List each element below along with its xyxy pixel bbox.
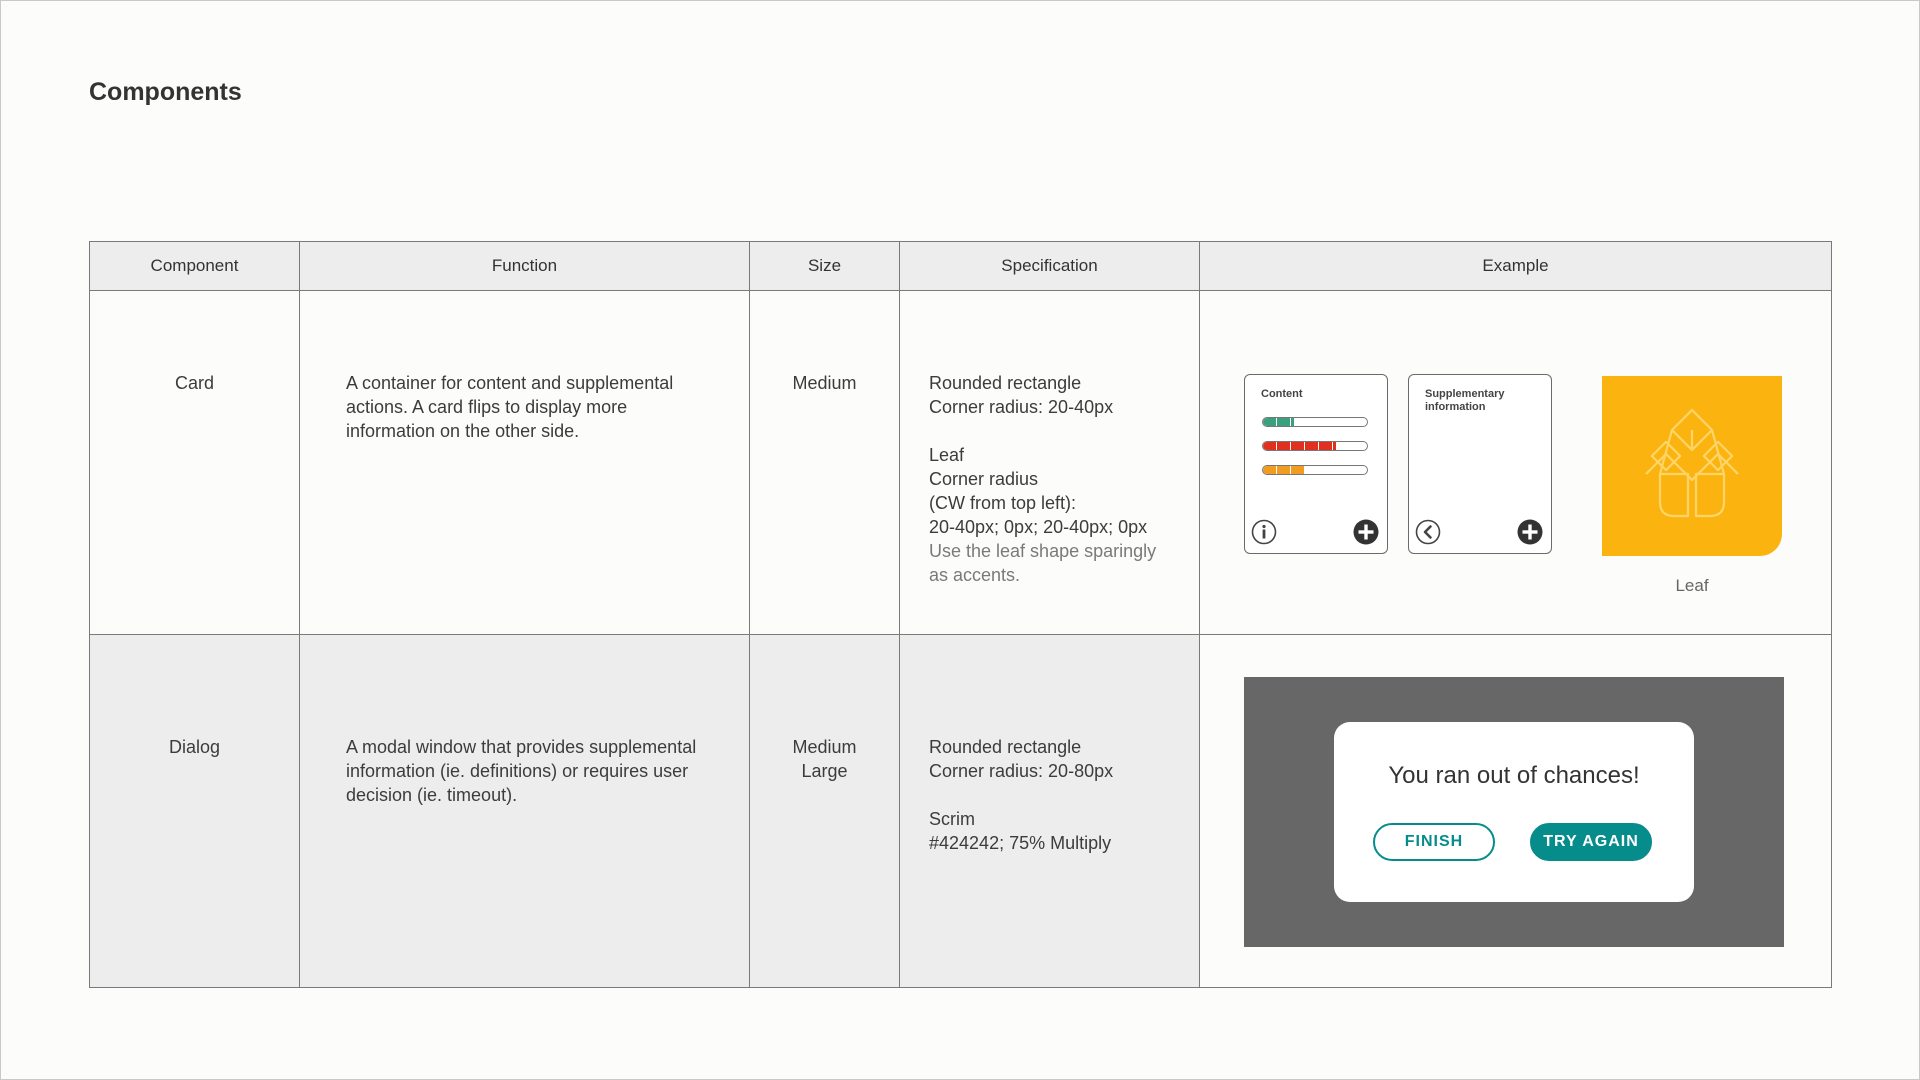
dialog-box bbox=[1334, 722, 1694, 902]
dialog-example bbox=[1200, 635, 1831, 987]
cell-specification bbox=[900, 635, 1200, 988]
spec-line: Corner radius: 20-80px bbox=[929, 761, 1114, 781]
card-front-title: Content bbox=[1261, 388, 1303, 400]
table-row-card bbox=[90, 291, 1832, 635]
table-row-dialog bbox=[90, 635, 1832, 988]
back-arrow-icon[interactable] bbox=[1415, 519, 1441, 545]
cell-size bbox=[750, 291, 900, 635]
spec-line: Rounded rectangle bbox=[929, 373, 1082, 393]
cell-component bbox=[90, 291, 300, 635]
progress-bar bbox=[1262, 465, 1368, 475]
cell-function bbox=[300, 291, 750, 635]
spec-note: Use the leaf shape sparingly as accents. bbox=[929, 541, 1157, 585]
leaf-pattern-icon bbox=[1602, 376, 1782, 556]
component-name: Card bbox=[174, 373, 214, 393]
spec-line: 20-40px; 0px; 20-40px; 0px bbox=[929, 517, 1148, 537]
progress-bar-fill bbox=[1263, 466, 1305, 474]
size-text: Medium bbox=[792, 737, 857, 757]
header-example: Example bbox=[1200, 242, 1832, 291]
function-text: A container for content and supplemental actions. A card flips to display more information on the other side. bbox=[346, 373, 674, 441]
components-table bbox=[89, 241, 1832, 988]
progress-bar bbox=[1262, 417, 1368, 427]
spec-line: Corner radius: 20-40px bbox=[929, 397, 1114, 417]
scrim bbox=[1244, 677, 1784, 947]
page-title: Components bbox=[89, 78, 242, 106]
progress-bar-fill bbox=[1263, 442, 1336, 450]
component-name: Dialog bbox=[168, 737, 221, 757]
dialog-title: You ran out of chances! bbox=[1388, 762, 1640, 789]
card-back[interactable] bbox=[1408, 374, 1552, 554]
cell-component bbox=[90, 635, 300, 988]
header-function: Function bbox=[300, 242, 750, 291]
cell-function bbox=[300, 635, 750, 988]
size-text: Large bbox=[801, 761, 848, 781]
try-again-button[interactable]: TRY AGAIN bbox=[1530, 823, 1652, 861]
card-back-title: Supplementary information bbox=[1425, 388, 1505, 413]
progress-bar bbox=[1262, 441, 1368, 451]
card-front[interactable] bbox=[1244, 374, 1388, 554]
progress-bar-fill bbox=[1263, 418, 1294, 426]
plus-circle-icon[interactable] bbox=[1517, 519, 1543, 545]
info-icon[interactable] bbox=[1251, 519, 1277, 545]
finish-button[interactable]: FINISH bbox=[1373, 823, 1495, 861]
header-component: Component bbox=[90, 242, 300, 291]
cell-example bbox=[1200, 635, 1832, 988]
function-text: A modal window that provides supplemental information (ie. definitions) or requires user decision (ie. timeout). bbox=[346, 737, 697, 805]
plus-circle-icon[interactable] bbox=[1353, 519, 1379, 545]
cell-specification bbox=[900, 291, 1200, 635]
spec-line: #424242; 75% Multiply bbox=[929, 833, 1112, 853]
spec-line: Rounded rectangle bbox=[929, 737, 1082, 757]
card-example bbox=[1200, 291, 1831, 634]
spec-line: Corner radius bbox=[929, 469, 1039, 489]
spec-line: Leaf bbox=[929, 445, 965, 465]
header-size: Size bbox=[750, 242, 900, 291]
header-specification: Specification bbox=[900, 242, 1200, 291]
table-header-row bbox=[90, 242, 1832, 291]
spec-line: (CW from top left): bbox=[929, 493, 1077, 513]
size-text: Medium bbox=[792, 373, 857, 393]
leaf-caption: Leaf bbox=[1675, 576, 1709, 595]
leaf-shape bbox=[1602, 376, 1782, 556]
cell-size bbox=[750, 635, 900, 988]
cell-example bbox=[1200, 291, 1832, 635]
spec-line: Scrim bbox=[929, 809, 975, 829]
